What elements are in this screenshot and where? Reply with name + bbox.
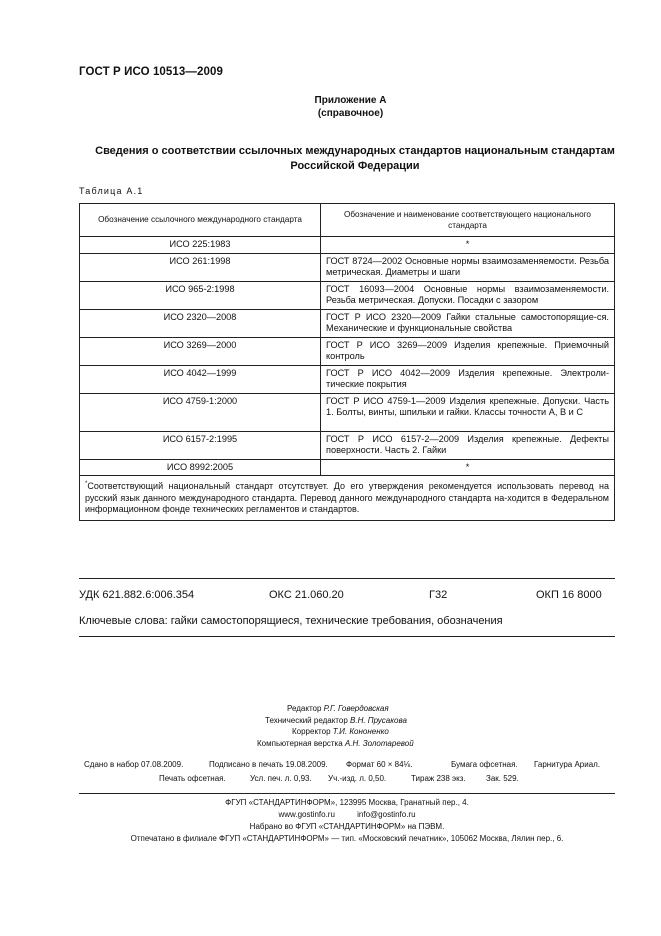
national-standard-cell: ГОСТ Р ИСО 6157-2—2009 Изделия крепежные. Дефекты поверхности. Часть 2. Гайки (321, 431, 615, 459)
appendix-subtitle: (справочное) (317, 108, 384, 119)
table-row (80, 365, 615, 393)
credits-block (200, 703, 500, 749)
national-standard-cell: ГОСТ Р ИСО 4759-1—2009 Изделия крепежные. Допуски. Часть 1. Болты, винты, шпильки и гайки. Классы точности А, В и С (321, 393, 615, 431)
typeface: Гарнитура Ариал. (534, 760, 601, 769)
ref-standard-cell: ИСО 6157-2:1995 (80, 431, 321, 459)
publisher-block (79, 797, 615, 845)
ref-standard-cell: ИСО 8992:2005 (80, 459, 321, 476)
table-row (80, 309, 615, 337)
appendix-title: Приложение А (314, 95, 387, 106)
publisher-address: ФГУП «СТАНДАРТИНФОРМ», 123995 Москва, Гранатный пер., 4. (225, 798, 469, 807)
publisher-web: www.gostinfo.ru info@gostinfo.ru (278, 810, 416, 819)
group-code: Г32 (429, 589, 448, 601)
national-standard-cell: ГОСТ Р ИСО 2320—2009 Гайки стальные самостопорящие-ся. Механические и функциональные свойства (321, 309, 615, 337)
table-label: Таблица А.1 (79, 186, 144, 196)
keywords: Ключевые слова: гайки самостопорящиеся, технические требования, обозначения (79, 615, 503, 627)
credit-layout: Компьютерная верстка А.Н. Золотаревой (257, 738, 414, 748)
print-info (79, 760, 619, 790)
footnote-mark: * (85, 481, 88, 487)
reference-table (79, 203, 615, 521)
national-standard-cell: * (321, 237, 615, 254)
column-header-ref: Обозначение ссылочного международного стандарта (80, 204, 321, 237)
divider-bottom (79, 636, 615, 637)
udk-code: УДК 621.882.6:006.354 (79, 589, 195, 601)
divider-publisher (79, 793, 615, 794)
publisher-printed: Отпечатано в филиале ФГУП «СТАНДАРТИНФОРМ» — тип. «Московский печатник», 105062 Москва, Лялин пер., 6. (130, 834, 564, 843)
signed-date: Подписано в печать 19.08.2009. (209, 760, 328, 769)
uch-sheets: Уч.-изд. л. 0,50. (328, 774, 387, 783)
publisher-typeset: Набрано во ФГУП «СТАНДАРТИНФОРМ» на ПЭВМ. (249, 822, 445, 831)
set-date: Сдано в набор 07.08.2009. (84, 760, 184, 769)
table-row (80, 337, 615, 365)
oks-code: ОКС 21.060.20 (269, 589, 344, 601)
ref-standard-cell: ИСО 965-2:1998 (80, 281, 321, 309)
table-row (80, 237, 615, 254)
national-standard-cell: ГОСТ Р ИСО 4042—2009 Изделия крепежные. Электроли-тические покрытия (321, 365, 615, 393)
table-row (80, 253, 615, 281)
format: Формат 60 × 84⅛. (346, 760, 413, 769)
national-standard-cell: * (321, 459, 615, 476)
ref-standard-cell: ИСО 261:1998 (80, 253, 321, 281)
ref-standard-cell: ИСО 2320—2008 (80, 309, 321, 337)
ref-standard-cell: ИСО 3269—2000 (80, 337, 321, 365)
national-standard-cell: ГОСТ 16093—2004 Основные нормы взаимозаменяемости. Резьба метрическая. Допуски. Посадки с зазором (321, 281, 615, 309)
credit-editor: Редактор Р.Г. Говердовская (287, 704, 389, 713)
national-standard-cell: ГОСТ 8724—2002 Основные нормы взаимозаменяемости. Резьба метрическая. Диаметры и шаги (321, 253, 615, 281)
paper: Бумага офсетная. (451, 760, 518, 769)
table-row (80, 431, 615, 459)
document-code: ГОСТ Р ИСО 10513—2009 (79, 66, 224, 78)
table-row (80, 281, 615, 309)
credit-corrector: Корректор Т.И. Кононенко (292, 727, 389, 736)
ref-standard-cell: ИСО 4042—1999 (80, 365, 321, 393)
column-header-national: Обозначение и наименование соответствующего национального стандарта (321, 204, 615, 237)
ref-standard-cell: ИСО 4759-1:2000 (80, 393, 321, 431)
table-footnote (80, 476, 615, 521)
ref-standard-cell: ИСО 225:1983 (80, 237, 321, 254)
print-run: Тираж 238 экз. (411, 774, 466, 783)
national-standard-cell: ГОСТ Р ИСО 3269—2009 Изделия крепежные. Приемочный контроль (321, 337, 615, 365)
divider-top (79, 578, 615, 579)
credit-tech-editor: Технический редактор В.Н. Прусакова (265, 715, 407, 725)
table-row (80, 393, 615, 431)
footnote-text: Соответствующий национальный стандарт отсутствует. До его утверждения рекомендуется использовать перевод на русский язык данного международного стандарта. Перевод данного международного стандарта на-ходится в Федеральном информационном фонде технических регламентов и стандартов. (85, 481, 609, 514)
print-type: Печать офсетная. (159, 774, 226, 783)
section-title: Сведения о соответствии ссылочных международных стандартов национальным стандартам Российской Федерации (95, 145, 615, 172)
table-row (80, 459, 615, 476)
table-header-row (80, 204, 615, 237)
okp-code: ОКП 16 8000 (536, 589, 602, 601)
table-footnote-row (80, 476, 615, 521)
usl-sheets: Усл. печ. л. 0,93. (250, 774, 312, 783)
order-number: Зак. 529. (486, 774, 519, 783)
